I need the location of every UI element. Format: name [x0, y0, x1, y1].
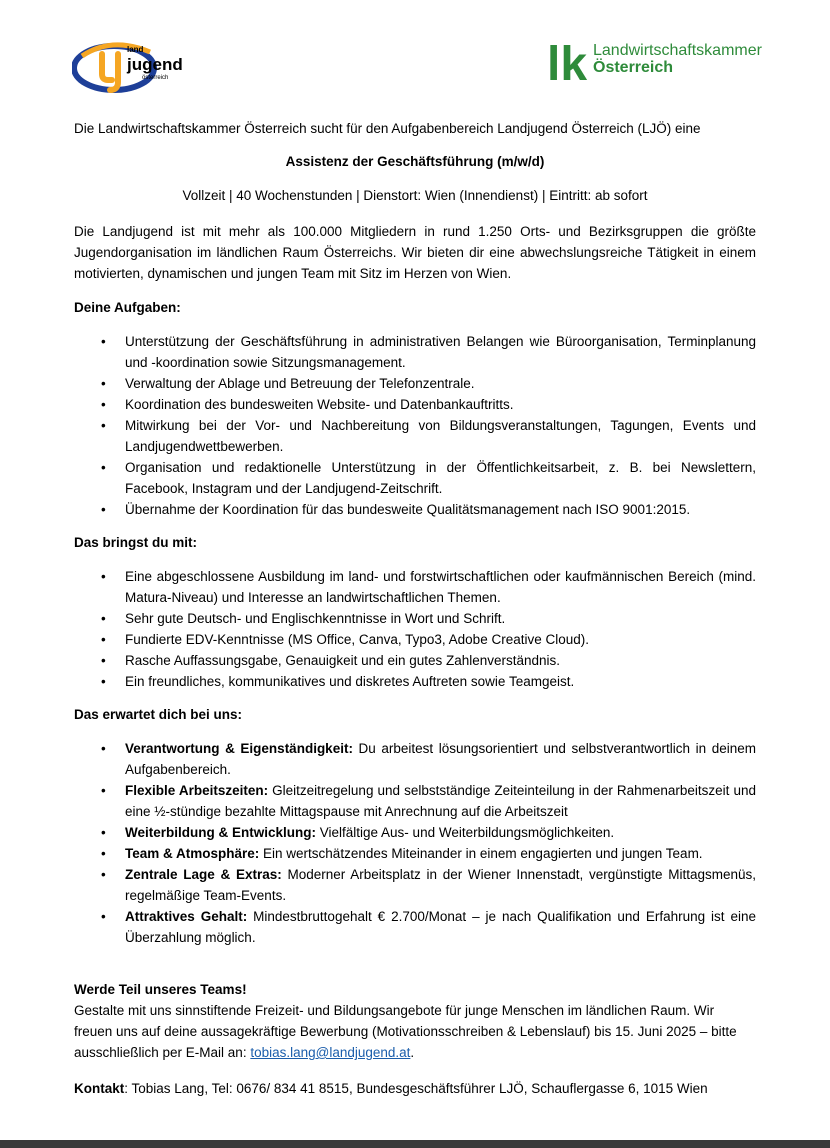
- lk-logo-line1: Landwirtschaftskammer: [593, 42, 762, 59]
- cta-heading: Werde Teil unseres Teams!: [74, 982, 247, 997]
- list-item: • Verwaltung der Ablage und Betreuung der Telefonzentrale.: [125, 373, 756, 394]
- list-item: [125, 843, 756, 864]
- lj-logo-line3: österreich: [142, 75, 169, 81]
- contact-line: [74, 1078, 756, 1099]
- list-item: • Organisation und redaktionelle Unterstützung in der Öffentlichkeitsarbeit, z. B. bei Newslettern, Facebook, Instagram und der Landjugend-Zeitschrift.: [125, 457, 756, 499]
- landwirtschaftskammer-logo: [547, 42, 767, 86]
- lk-monogram: lk: [547, 42, 588, 86]
- benefit-label: Weiterbildung & Entwicklung:: [125, 825, 316, 840]
- list-item: • Ein freundliches, kommunikatives und diskretes Auftreten sowie Teamgeist.: [125, 671, 756, 692]
- benefit-label: Flexible Arbeitszeiten:: [125, 783, 269, 798]
- list-item: [125, 864, 756, 906]
- tasks-list: [74, 331, 756, 520]
- benefit-text: Vielfältige Aus- und Weiterbildungsmöglichkeiten.: [316, 825, 615, 840]
- list-item: • Übernahme der Koordination für das bundesweite Qualitätsmanagement nach ISO 9001:2015.: [125, 499, 756, 520]
- list-item: • Unterstützung der Geschäftsführung in administrativen Belangen wie Büroorganisation, Terminplanung und -koordination sowie Sitzungsmanagement.: [125, 331, 756, 373]
- benefits-list: [74, 738, 756, 948]
- list-item: [125, 738, 756, 780]
- requirements-list: [74, 566, 756, 692]
- bottom-divider: [0, 1140, 830, 1148]
- lj-logo-line2: jugend: [127, 55, 183, 74]
- benefit-label: Team & Atmosphäre:: [125, 846, 260, 861]
- contact-label: Kontakt: [74, 1081, 125, 1096]
- benefit-text: Du arbeitest lösungsorientiert und selbstverantwortlich in deinem Aufgabenbereich.: [125, 741, 757, 777]
- list-item: • Eine abgeschlossene Ausbildung im land- und forstwirtschaftlichen oder kaufmännischen Bereich (mind. Matura-Niveau) und Interesse an landwirtschaftlichen Themen.: [125, 566, 756, 608]
- benefit-text: Moderner Arbeitsplatz in der Wiener Innenstadt, vergünstigte Mittagsmenüs, regelmäßige Team-Events.: [125, 867, 756, 903]
- list-item: • Mitwirkung bei der Vor- und Nachbereitung von Bildungsveranstaltungen, Tagungen, Events und Landjugendwettbewerben.: [125, 415, 756, 457]
- contact-text: : Tobias Lang, Tel: 0676/ 834 41 8515, Bundesgeschäftsführer LJÖ, Schauflergasse 6, 1015 Wien: [124, 1081, 708, 1096]
- benefit-label: Attraktives Gehalt:: [125, 909, 248, 924]
- benefit-text: Gleitzeitregelung und selbstständige Zeiteinteilung in der Rahmenarbeitszeit und eine ½-stündige bezahlte Mittagspause mit Anrechnung auf die Arbeitszeit: [125, 783, 757, 819]
- list-item: [125, 906, 756, 948]
- list-item: • Sehr gute Deutsch- und Englischkenntnisse in Wort und Schrift.: [125, 608, 756, 629]
- tasks-heading: Deine Aufgaben:: [74, 300, 181, 315]
- lj-logo-line1: land: [127, 45, 144, 54]
- list-item: • Koordination des bundesweiten Website- und Datenbankauftritts.: [125, 394, 756, 415]
- list-item: • Rasche Auffassungsgabe, Genauigkeit und ein gutes Zahlenverständnis.: [125, 650, 756, 671]
- benefit-label: Zentrale Lage & Extras:: [125, 867, 282, 882]
- benefits-heading: Das erwartet dich bei uns:: [74, 707, 243, 722]
- cta-text: [74, 1000, 756, 1063]
- benefit-text: Mindestbruttogehalt € 2.700/Monat – je nach Qualifikation und Erfahrung ist eine Überzahlung möglich.: [125, 909, 756, 945]
- cta-body: Gestalte mit uns sinnstiftende Freizeit- und Bildungsangebote für junge Menschen im ländlichen Raum. Wir freuen uns auf deine aussagekräftige Bewerbung (Motivationsschreiben & Lebenslauf) bis 15. Juni 2025 – bitte ausschließlich per E-Mail an:: [74, 1003, 737, 1060]
- job-posting-body: [74, 118, 756, 1099]
- benefit-label: Verantwortung & Eigenständigkeit:: [125, 741, 353, 756]
- email-link[interactable]: tobias.lang@landjugend.at: [250, 1045, 411, 1060]
- list-item: [125, 822, 756, 843]
- lk-logo-line2: Österreich: [593, 59, 674, 76]
- list-item: • Fundierte EDV-Kenntnisse (MS Office, Canva, Typo3, Adobe Creative Cloud).: [125, 629, 756, 650]
- requirements-heading: Das bringst du mit:: [74, 535, 198, 550]
- job-subtitle: Vollzeit | 40 Wochenstunden | Dienstort: Wien (Innendienst) | Eintritt: ab sofort: [182, 188, 648, 203]
- benefit-text: Ein wertschätzendes Miteinander in einem engagierten und jungen Team.: [259, 846, 703, 861]
- organization-description: Die Landjugend ist mit mehr als 100.000 Mitgliedern in rund 1.250 Orts- und Bezirksgruppen die größte Jugendorganisation im ländlichen Raum Österreichs. Wir bieten dir eine abwechslungsreiche Tätigkeit in einem motivierten, dynamischen und jungen Team mit Sitz im Herzen von Wien.: [74, 224, 756, 281]
- landjugend-logo: [72, 38, 190, 96]
- cta-after: .: [410, 1045, 415, 1060]
- list-item: [125, 780, 756, 822]
- intro-text: Die Landwirtschaftskammer Österreich sucht für den Aufgabenbereich Landjugend Österreich (LJÖ) eine: [74, 121, 701, 136]
- job-title: Assistenz der Geschäftsführung (m/w/d): [285, 154, 545, 169]
